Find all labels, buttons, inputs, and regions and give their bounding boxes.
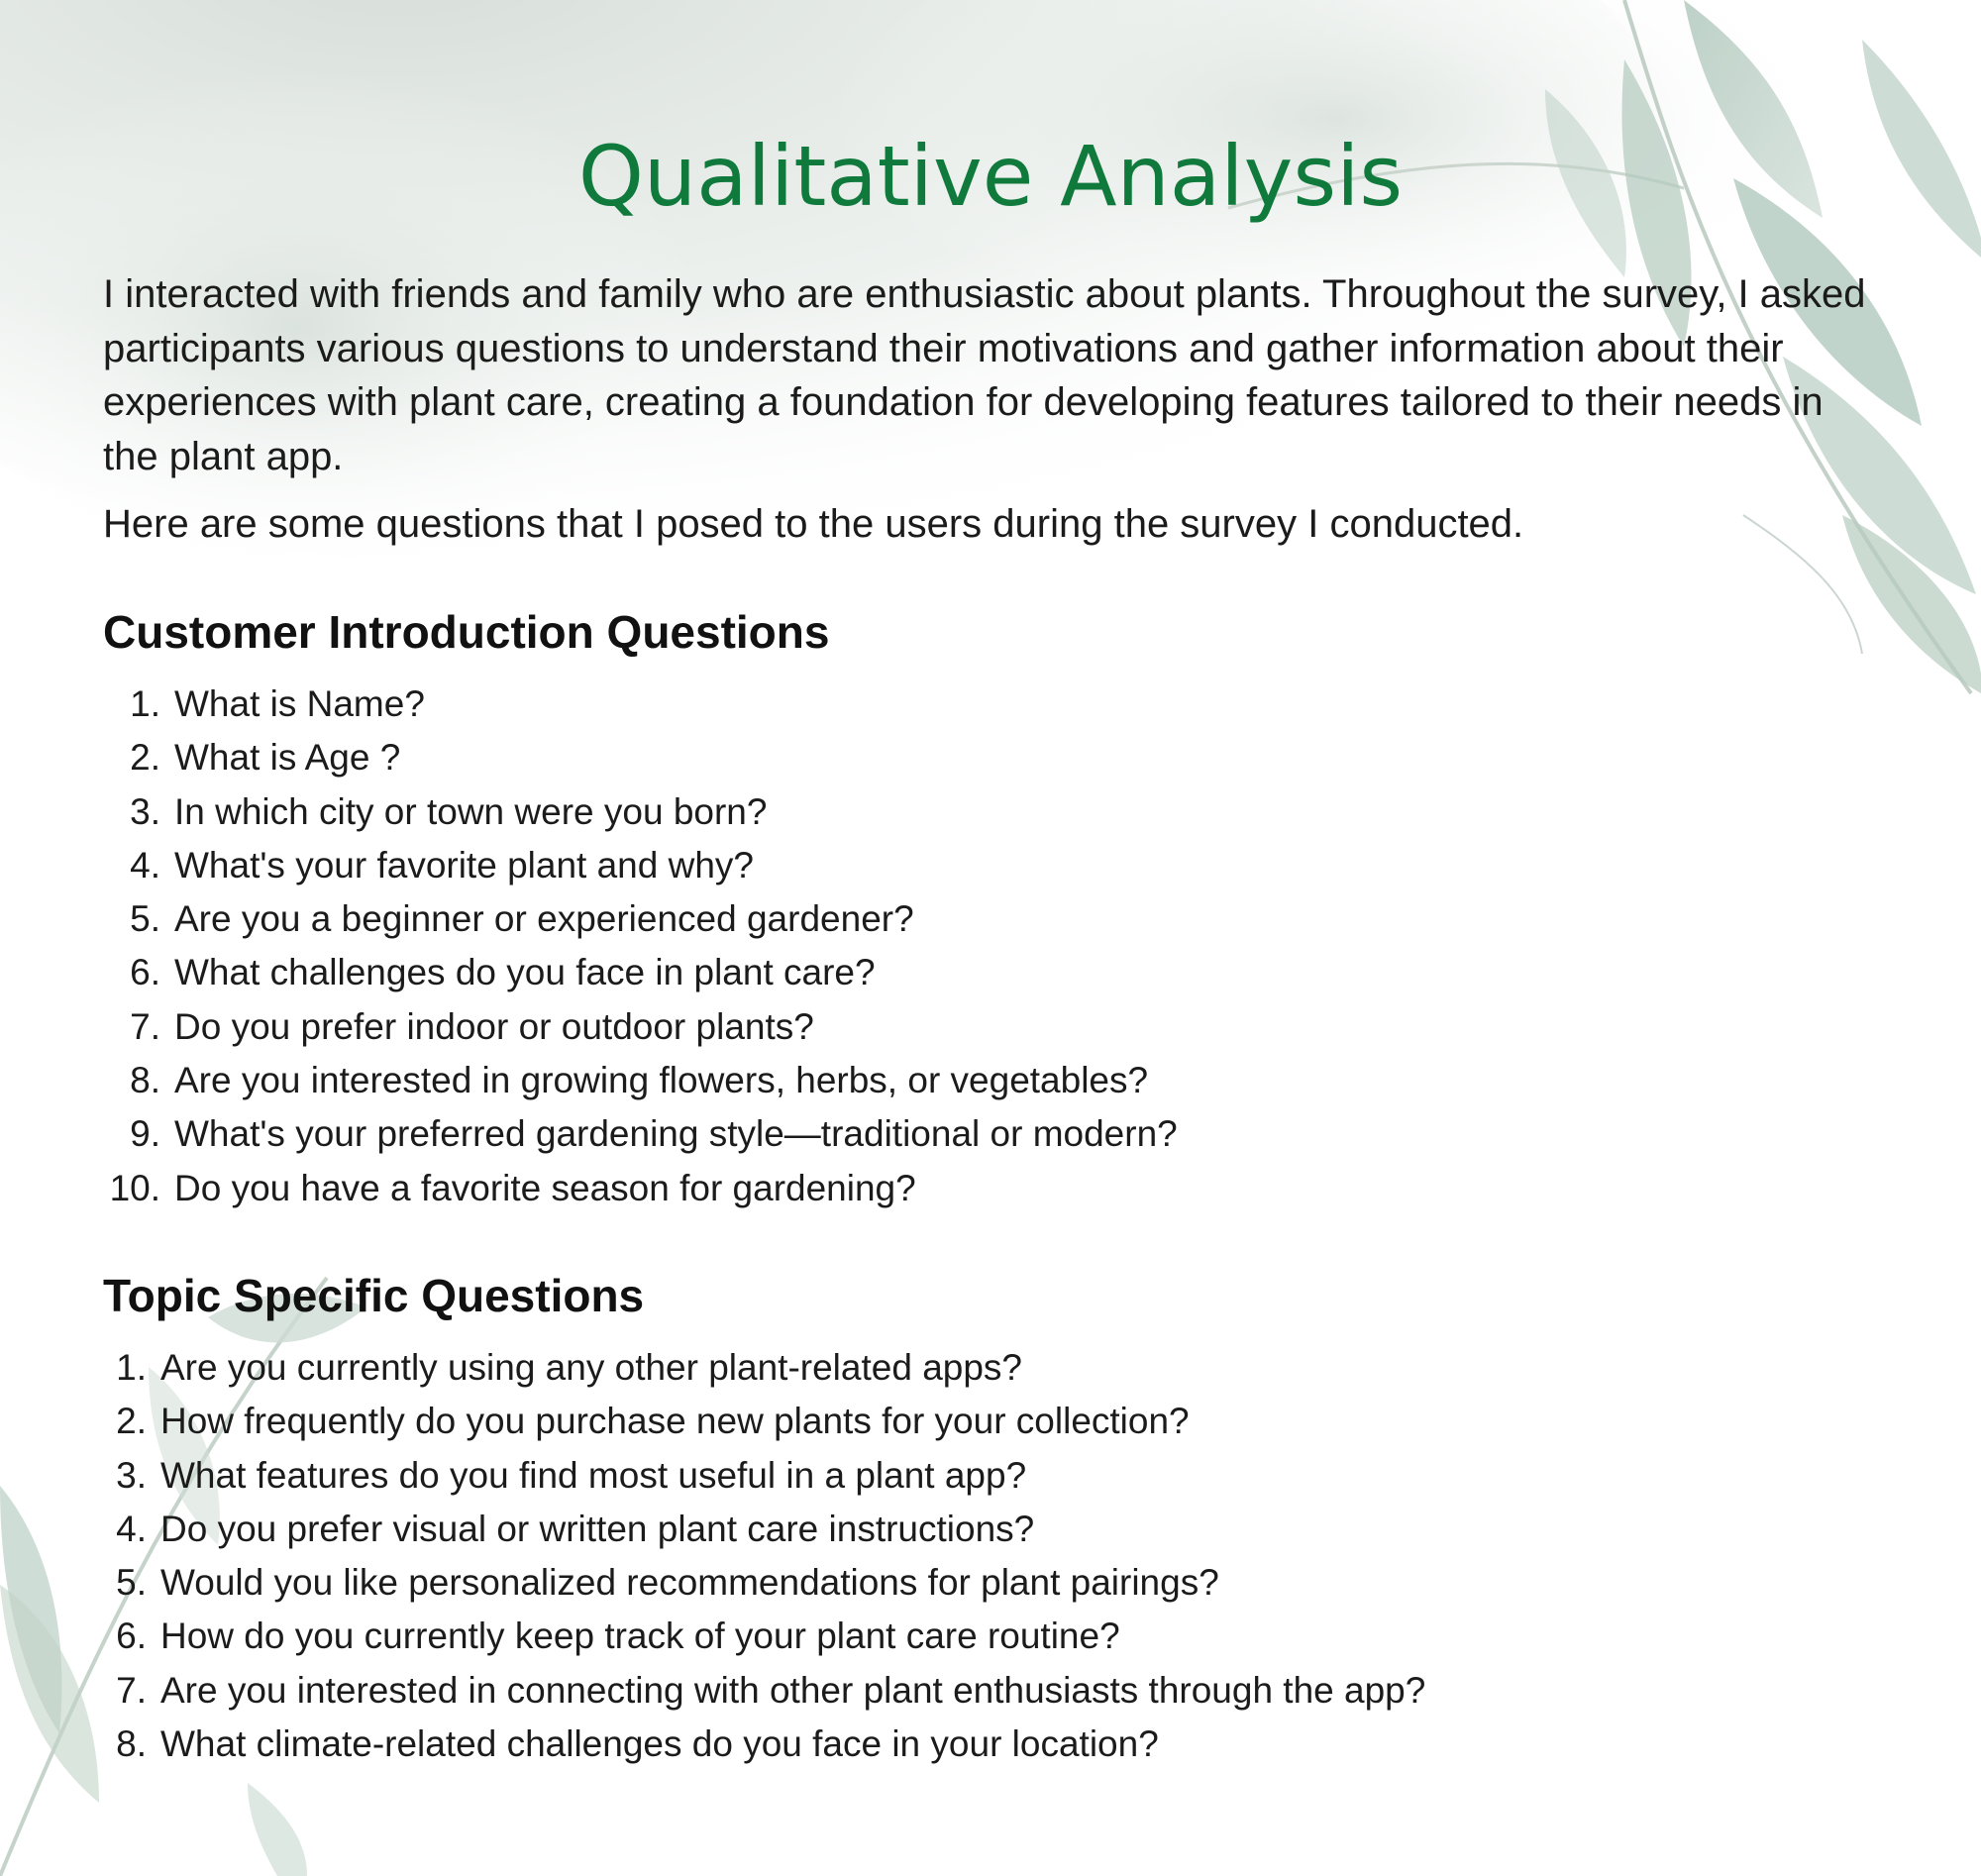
item-number: 3. xyxy=(116,1454,147,1496)
item-number: 2. xyxy=(116,1401,147,1442)
item-text: Are you a beginner or experienced gardener? xyxy=(174,898,914,940)
item-text: Are you currently using any other plant-related apps? xyxy=(160,1347,1023,1388)
item-number: 3. xyxy=(130,790,160,832)
item-number: 6. xyxy=(130,952,160,993)
item-text: What challenges do you face in plant care? xyxy=(174,952,876,993)
item-text: What's your favorite plant and why? xyxy=(174,844,754,886)
intro-followup: Here are some questions that I posed to the users during the survey I conducted. xyxy=(103,502,1524,546)
item-text: Do you prefer visual or written plant care instructions? xyxy=(160,1508,1035,1549)
item-number: 5. xyxy=(130,898,160,940)
list-item xyxy=(103,1449,1425,1503)
item-text: What is Age ? xyxy=(174,737,401,779)
item-number: 1. xyxy=(116,1347,147,1388)
item-number: 1. xyxy=(130,683,160,724)
item-text: In which city or town were you born? xyxy=(174,790,768,832)
list-item xyxy=(103,785,1178,839)
item-text: Do you prefer indoor or outdoor plants? xyxy=(174,1005,814,1047)
item-number: 4. xyxy=(130,844,160,886)
item-text: Are you interested in growing flowers, herbs, or vegetables? xyxy=(174,1060,1149,1101)
item-number: 10. xyxy=(109,1167,160,1208)
customer-intro-list xyxy=(103,677,1178,1215)
item-number: 2. xyxy=(130,737,160,779)
item-number: 5. xyxy=(116,1562,147,1604)
list-item xyxy=(103,1503,1425,1556)
list-item xyxy=(103,1107,1178,1161)
topic-specific-heading: Topic Specific Questions xyxy=(103,1270,645,1321)
list-item xyxy=(103,1556,1425,1610)
list-item xyxy=(103,1718,1425,1771)
intro-paragraph: I interacted with friends and family who are enthusiastic about plants. Throughout the survey, I asked participants various questions to understand their motivations and gather information about their experiences with plant care, creating a foundation for developing features tailored to their needs in the plant app. xyxy=(103,272,1866,478)
item-text: How frequently do you purchase new plants for your collection? xyxy=(160,1401,1190,1442)
topic-specific-list xyxy=(103,1341,1425,1771)
item-text: Do you have a favorite season for gardening? xyxy=(174,1167,916,1208)
item-text: Would you like personalized recommendations for plant pairings? xyxy=(160,1562,1219,1604)
list-item xyxy=(103,1000,1178,1054)
item-number: 7. xyxy=(116,1669,147,1711)
item-number: 8. xyxy=(130,1060,160,1101)
list-item xyxy=(103,1162,1178,1215)
item-text: What's your preferred gardening style—traditional or modern? xyxy=(174,1113,1178,1155)
page-title: Qualitative Analysis xyxy=(577,128,1404,226)
list-item xyxy=(103,892,1178,946)
list-item xyxy=(103,1610,1425,1663)
list-item xyxy=(103,1054,1178,1107)
item-text: How do you currently keep track of your plant care routine? xyxy=(160,1615,1120,1657)
item-text: What climate-related challenges do you face in your location? xyxy=(160,1723,1159,1765)
list-item xyxy=(103,1664,1425,1718)
list-item xyxy=(103,731,1178,784)
customer-intro-heading: Customer Introduction Questions xyxy=(103,606,830,658)
item-number: 4. xyxy=(116,1508,147,1549)
list-item xyxy=(103,1395,1425,1448)
item-number: 9. xyxy=(130,1113,160,1155)
item-number: 7. xyxy=(130,1005,160,1047)
list-item xyxy=(103,1341,1425,1395)
item-number: 6. xyxy=(116,1615,147,1657)
item-text: What features do you find most useful in a plant app? xyxy=(160,1454,1027,1496)
item-text: What is Name? xyxy=(174,683,425,724)
item-number: 8. xyxy=(116,1723,147,1765)
list-item xyxy=(103,677,1178,731)
list-item xyxy=(103,946,1178,999)
item-text: Are you interested in connecting with other plant enthusiasts through the app? xyxy=(160,1669,1426,1711)
list-item xyxy=(103,839,1178,892)
